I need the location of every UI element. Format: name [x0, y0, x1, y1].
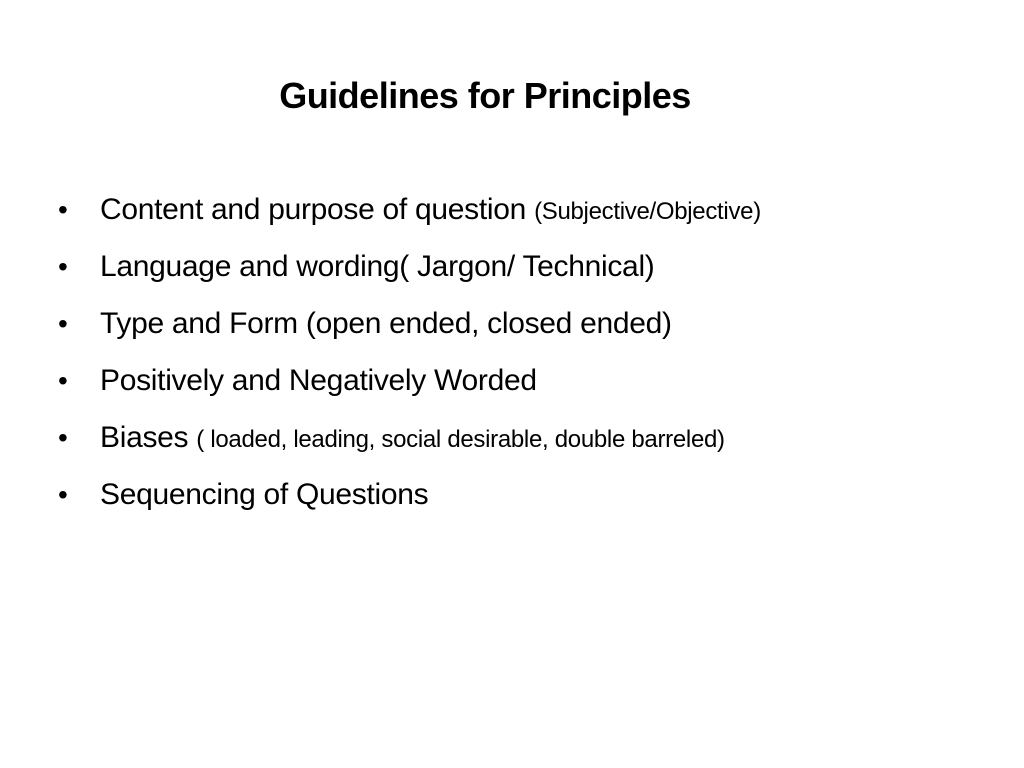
bullet-icon: • — [58, 194, 68, 225]
bullet-text: Positively and Negatively Worded — [100, 364, 537, 397]
list-item — [58, 241, 998, 298]
list-item — [58, 469, 998, 526]
slide-title: Guidelines for Principles — [279, 75, 691, 116]
bullet-icon: • — [58, 365, 68, 396]
bullet-icon: • — [58, 422, 68, 453]
list-item — [58, 355, 998, 412]
list-item — [58, 298, 998, 355]
bullet-icon: • — [58, 251, 68, 282]
bullet-text: Language and wording( Jargon/ Technical) — [100, 250, 655, 283]
bullet-icon: • — [58, 308, 68, 339]
bullet-text: Sequencing of Questions — [100, 478, 429, 511]
list-item — [58, 412, 998, 469]
bullet-note: ( loaded, leading, social desirable, double barreled) — [196, 426, 725, 453]
bullet-text: Biases — [100, 421, 197, 454]
bullet-text: Content and purpose of question — [100, 193, 535, 226]
bullet-list — [58, 184, 998, 526]
bullet-note: (Subjective/Objective) — [534, 198, 761, 225]
list-item — [58, 184, 998, 241]
bullet-icon: • — [58, 479, 68, 510]
bullet-text: Type and Form (open ended, closed ended) — [100, 307, 672, 340]
